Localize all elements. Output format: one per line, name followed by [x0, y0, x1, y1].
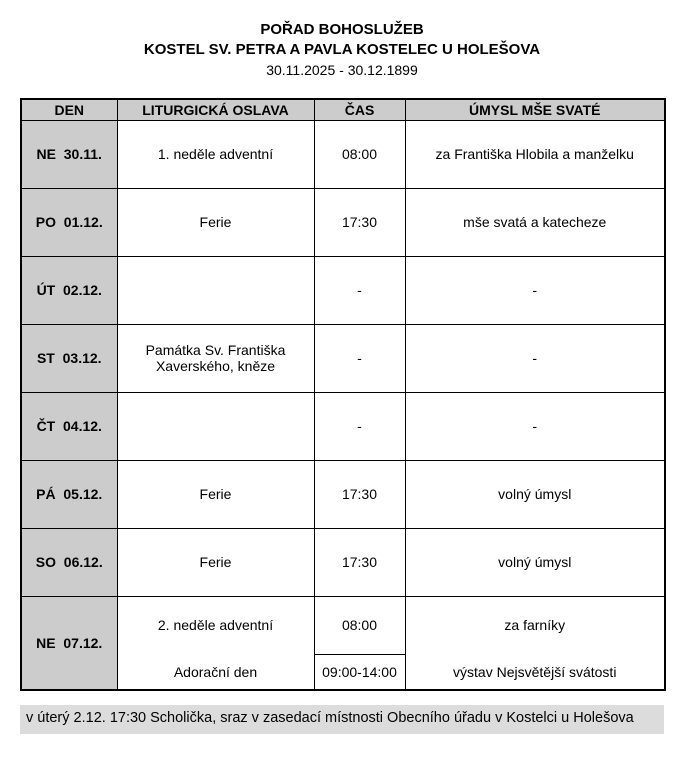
table-row: [21, 324, 665, 392]
day-cell: SO 06.12.: [21, 528, 117, 596]
intention-cell: výstav Nejsvětější svátosti: [405, 654, 665, 690]
intention-cell: -: [405, 392, 665, 460]
time-cell: -: [314, 392, 405, 460]
table-row: [21, 188, 665, 256]
column-header-oslava: LITURGICKÁ OSLAVA: [117, 99, 314, 120]
day-cell: ČT 04.12.: [21, 392, 117, 460]
day-cell: NE 07.12.: [21, 596, 117, 690]
celebration-cell: [117, 392, 314, 460]
celebration-cell: 2. neděle adventní: [117, 596, 314, 654]
schedule-table: [20, 98, 666, 691]
time-cell: 17:30: [314, 528, 405, 596]
day-cell: PÁ 05.12.: [21, 460, 117, 528]
column-header-den: DEN: [21, 99, 117, 120]
intention-cell: -: [405, 256, 665, 324]
time-cell: 08:00: [314, 596, 405, 654]
title-block: [0, 0, 684, 80]
time-cell: 17:30: [314, 460, 405, 528]
celebration-cell: Památka Sv. Františka Xaverského, kněze: [117, 324, 314, 392]
page-title: POŘAD BOHOSLUŽEB: [260, 21, 424, 38]
intention-cell: mše svatá a katecheze: [405, 188, 665, 256]
table-row: [21, 596, 665, 654]
celebration-cell: Adorační den: [117, 654, 314, 690]
time-cell: 08:00: [314, 120, 405, 188]
intention-cell: volný úmysl: [405, 460, 665, 528]
celebration-cell: Ferie: [117, 460, 314, 528]
table-header-row: [21, 99, 665, 120]
footer-note: v úterý 2.12. 17:30 Scholička, sraz v zasedací místnosti Obecního úřadu v Kostelci u Holešova: [20, 705, 664, 734]
day-cell: NE 30.11.: [21, 120, 117, 188]
page-subtitle: KOSTEL SV. PETRA A PAVLA KOSTELEC U HOLEŠOVA: [143, 41, 541, 58]
time-cell: -: [314, 256, 405, 324]
celebration-cell: Ferie: [117, 188, 314, 256]
intention-cell: za farníky: [405, 596, 665, 654]
time-cell: 17:30: [314, 188, 405, 256]
table-row: [21, 460, 665, 528]
table-row: [21, 120, 665, 188]
time-cell: 09:00-14:00: [314, 654, 405, 690]
table-row: [21, 392, 665, 460]
time-cell: -: [314, 324, 405, 392]
day-cell: ST 03.12.: [21, 324, 117, 392]
celebration-cell: Ferie: [117, 528, 314, 596]
intention-cell: volný úmysl: [405, 528, 665, 596]
column-header-cas: ČAS: [314, 99, 405, 120]
table-row: [21, 528, 665, 596]
celebration-cell: [117, 256, 314, 324]
date-range: 30.11.2025 - 30.12.1899: [266, 62, 418, 78]
intention-cell: -: [405, 324, 665, 392]
intention-cell: za Františka Hlobila a manželku: [405, 120, 665, 188]
table-subrow: [21, 654, 665, 690]
celebration-cell: 1. neděle adventní: [117, 120, 314, 188]
day-cell: ÚT 02.12.: [21, 256, 117, 324]
table-row: [21, 256, 665, 324]
column-header-umysl: ÚMYSL MŠE SVATÉ: [405, 99, 665, 120]
day-cell: PO 01.12.: [21, 188, 117, 256]
